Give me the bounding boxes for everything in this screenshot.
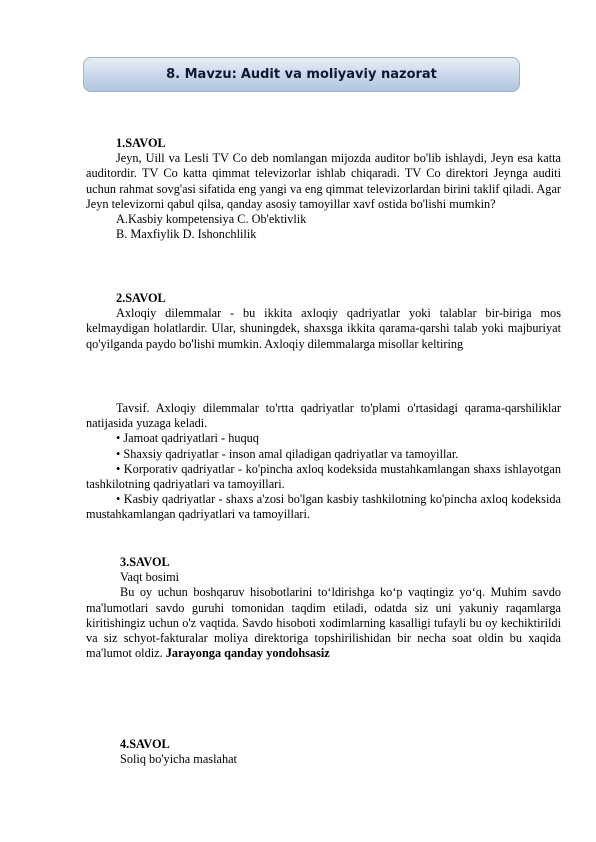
question-2-bullet-1: • Jamoat qadriyatlari - huquq bbox=[116, 431, 259, 446]
question-3-paragraph bbox=[86, 585, 561, 661]
topic-banner bbox=[83, 57, 520, 92]
question-2-desc: Tavsif. Axloqiy dilemmalar to'rtta qadriyatlar to'plami o'rtasidagi qarama-qarshiliklar natijasida yuzaga keladi. bbox=[86, 401, 561, 431]
question-3-text: Bu oy uchun boshqaruv hisobotlarini to‘ldirishga ko‘p vaqtingiz yo‘q. Muhim savdo ma'lumotlari savdo guruhi tomonidan taqdim etiladi, odatda siz uni yakuniy raqamlarga kiritishingiz uchun o'z vaqtida. Savdo hisoboti xodimlarning kasalligi tufayli bu oy kechiktirildi va siz schyot-fakturalar moliya direktoriga topshirilishidan bir necha soat oldin bu xaqida ma'lumot oldiz. bbox=[86, 585, 561, 661]
topic-number: 8. Mavzu: bbox=[166, 67, 237, 82]
question-3-heading: 3.SAVOL bbox=[120, 555, 170, 569]
question-3-subtitle: Vaqt bosimi bbox=[120, 570, 180, 585]
question-3-question: Jarayonga qanday yondohsasiz bbox=[165, 646, 330, 661]
question-4 bbox=[86, 737, 561, 767]
question-2-heading: 2.SAVOL bbox=[116, 291, 166, 305]
question-1-options-line2: B. Maxfiylik D. Ishonchlilik bbox=[116, 227, 257, 242]
question-1-options-line1: A.Kasbiy kompetensiya C. Ob'ektivlik bbox=[116, 212, 307, 227]
question-4-subtitle: Soliq bo'yicha maslahat bbox=[120, 752, 237, 767]
question-1 bbox=[86, 136, 561, 242]
topic-title: Audit va moliyaviy nazorat bbox=[240, 67, 437, 82]
question-2 bbox=[86, 291, 561, 352]
question-1-heading: 1.SAVOL bbox=[116, 136, 166, 150]
question-2-bullet-2: • Shaxsiy qadriyatlar - inson amal qiladigan qadriyatlar va tamoyillar. bbox=[116, 446, 459, 461]
question-2-bullet-4: • Kasbiy qadriyatlar - shaxs a'zosi bo'lgan kasbiy tashkilotning ko'pincha axloq kodeksida mustahkamlangan qadriyatlari va tamoyillari. bbox=[86, 492, 561, 522]
question-1-text: Jeyn, Uill va Lesli TV Co deb nomlangan mijozda auditor bo'lib ishlaydi, Jeyn esa katta auditordir. TV Co katta qimmat televizorlar ishlab chiqaradi. TV Co direktori Jeynga auditi uchun rahmat sovg'asi sifatida eng yangi va eng qimmat televizorlardan birini taklif qiladi. Agar Jeyn televizorni qabul qilsa, qanday asosiy tamoyillar xavf ostida bo'lishi mumkin? bbox=[86, 151, 561, 211]
question-4-heading: 4.SAVOL bbox=[120, 737, 170, 751]
question-2-description bbox=[86, 401, 561, 523]
question-2-text: Axloqiy dilemmalar - bu ikkita axloqiy qadriyatlar yoki talablar bir-biriga mos kelmaydigan holatlardir. Ular, shuningdek, shaxsga ikkita qarama-qarshi talab yoki majburiyat qo'yilganda paydo bo'lishi mumkin. Axloqiy dilemmalarga misollar keltiring bbox=[86, 306, 561, 351]
question-2-bullet-3: • Korporativ qadriyatlar - ko'pincha axloq kodeksida mustahkamlangan shaxs ishlayotgan tashkilotning qadriyatlari va tamoyillari. bbox=[86, 461, 561, 492]
question-3 bbox=[86, 555, 561, 661]
